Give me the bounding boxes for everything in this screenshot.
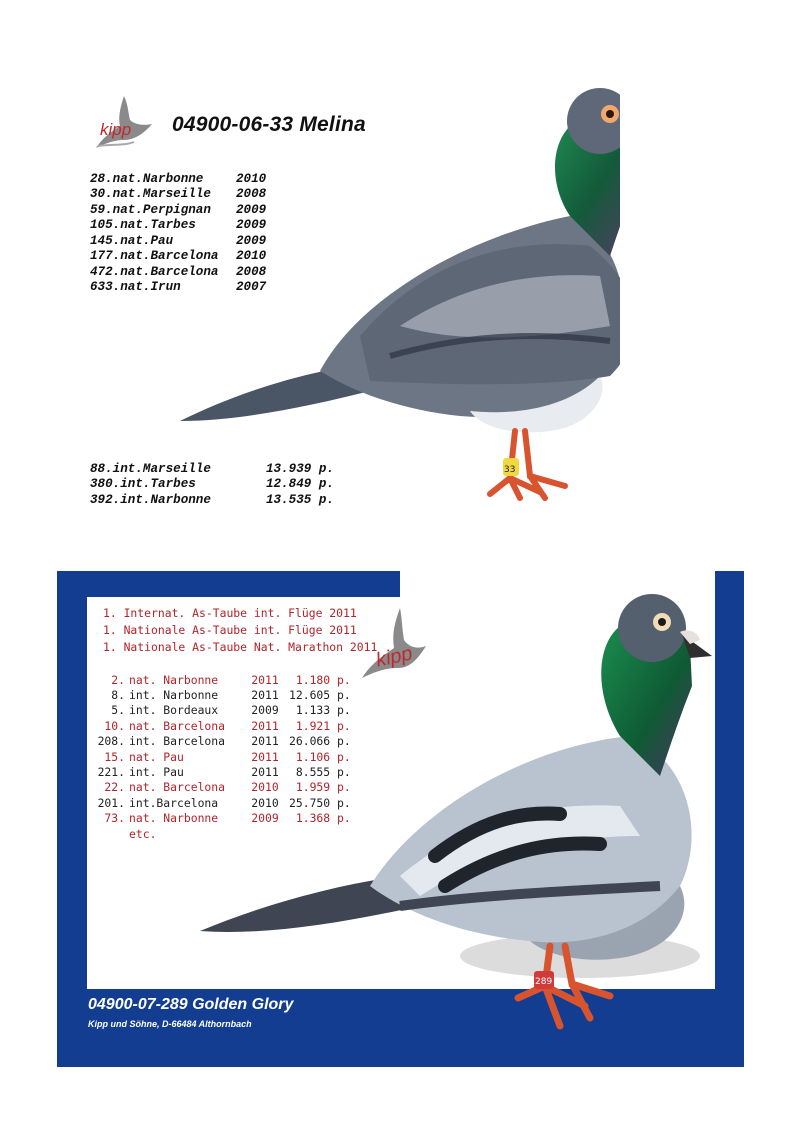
result-year: 2010	[251, 795, 279, 810]
result-place: 28.nat.Narbonne	[90, 171, 204, 186]
award-line: 1. Nationale As-Taube Nat. Marathon 2011	[103, 640, 378, 654]
award-line: 1. Nationale As-Taube int. Flüge 2011	[103, 623, 357, 637]
result-points: 1.921 p.	[295, 718, 351, 733]
result-place: 105.nat.Tarbes	[90, 218, 196, 233]
result-race: nat. Barcelona	[129, 718, 226, 733]
pigeon-illustration	[200, 586, 720, 1046]
result-points: 12.849 p.	[266, 477, 335, 492]
result-year: 2009	[251, 811, 279, 826]
pigeon-illustration	[170, 86, 620, 526]
result-points: 13.535 p.	[266, 492, 335, 507]
result-place: 472.nat.Barcelona	[90, 264, 219, 279]
spacer-cell	[87, 826, 129, 841]
logo-text: kipp	[374, 642, 415, 672]
result-num: 2.	[111, 672, 125, 687]
pigeon-title-golden-glory: 04900-07-289 Golden Glory	[88, 996, 294, 1013]
result-year: 2009	[236, 233, 267, 248]
result-place: 59.nat.Perpignan	[90, 202, 211, 217]
result-year: 2011	[251, 718, 279, 733]
result-points: 1.106 p.	[295, 749, 351, 764]
pigeon-title-melina: 04900-06-33 Melina	[172, 113, 366, 136]
result-num: 22.	[104, 780, 125, 795]
result-year: 2011	[251, 765, 279, 780]
result-year: 2011	[251, 749, 279, 764]
result-points: 1.180 p.	[295, 672, 351, 687]
result-year: 2011	[251, 688, 279, 703]
result-race: int. Barcelona	[129, 734, 226, 749]
result-points: 8.555 p.	[295, 765, 351, 780]
result-place: 88.int.Marseille	[90, 461, 211, 476]
result-place: 392.int.Narbonne	[90, 492, 211, 507]
pigeon-photo-melina	[170, 86, 620, 526]
result-year: 2011	[251, 672, 279, 687]
result-num: 15.	[104, 749, 125, 764]
result-race: nat. Narbonne	[129, 672, 219, 687]
result-num: 73.	[104, 811, 125, 826]
result-race: nat. Barcelona	[129, 780, 226, 795]
result-points: 26.066 p.	[289, 734, 351, 749]
result-year: 2008	[236, 187, 267, 202]
result-num: 8.	[111, 688, 125, 703]
result-place: 30.nat.Marseille	[90, 187, 211, 202]
result-race: int.Barcelona	[129, 795, 219, 810]
result-place: 177.nat.Barcelona	[90, 249, 219, 264]
result-num: 208.	[97, 734, 125, 749]
result-year: 2007	[236, 280, 267, 295]
ring-text: 33	[504, 465, 516, 475]
result-num: 10.	[104, 718, 125, 733]
result-points: 13.939 p.	[266, 461, 335, 476]
international-results-table	[90, 461, 334, 508]
result-row	[90, 477, 334, 493]
result-num: 201.	[97, 795, 125, 810]
result-race: nat. Pau	[129, 749, 184, 764]
result-num: 221.	[97, 765, 125, 780]
result-year: 2009	[236, 218, 267, 233]
logo-text: kipp	[100, 120, 132, 139]
result-year: 2011	[251, 734, 279, 749]
result-points: 1.133 p.	[295, 703, 351, 718]
result-place: 145.nat.Pau	[90, 233, 174, 248]
result-year: 2010	[236, 249, 267, 264]
result-year: 2008	[236, 264, 267, 279]
result-year: 2009	[251, 703, 279, 718]
result-row	[90, 461, 334, 477]
ring-text: 289	[535, 977, 553, 987]
result-race: int. Narbonne	[129, 688, 219, 703]
result-points: 1.368 p.	[295, 811, 351, 826]
result-place: 380.int.Tarbes	[90, 477, 196, 492]
result-race: int. Bordeaux	[129, 703, 219, 718]
result-race: int. Pau	[129, 765, 184, 780]
breeder-address: Kipp und Söhne, D-66484 Althornbach	[88, 1019, 252, 1029]
etc-label: etc.	[129, 826, 157, 841]
result-year: 2009	[236, 202, 267, 217]
pigeon-photo-golden-glory	[200, 586, 720, 1046]
result-race: nat. Narbonne	[129, 811, 219, 826]
result-row	[90, 492, 334, 508]
result-num: 5.	[111, 703, 125, 718]
result-place: 633.nat.Irun	[90, 280, 181, 295]
award-line: 1. Internat. As-Taube int. Flüge 2011	[103, 606, 357, 620]
result-year: 2010	[251, 780, 279, 795]
result-points: 1.959 p.	[295, 780, 351, 795]
result-year: 2010	[236, 171, 267, 186]
result-points: 12.605 p.	[289, 688, 351, 703]
result-points: 25.750 p.	[289, 795, 351, 810]
kipp-logo-top	[94, 94, 154, 156]
